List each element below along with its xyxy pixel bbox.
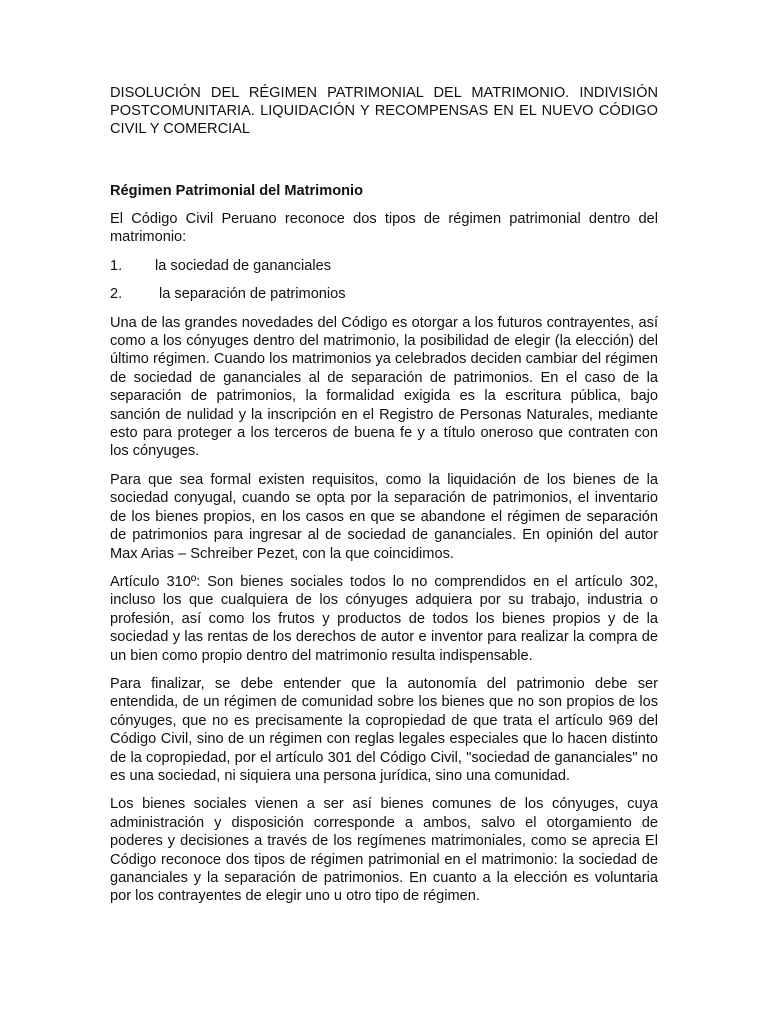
section-heading: Régimen Patrimonial del Matrimonio — [110, 182, 363, 199]
list-item-text: la sociedad de gananciales — [155, 257, 332, 274]
list-item-number: 2. — [110, 286, 123, 303]
list-item-number: 1. — [110, 257, 123, 274]
body-paragraph: Los bienes sociales vienen a ser así bienes comunes de los cónyuges, cuya administración y disposición corresponde a ambos, salvo el otorgamiento de poderes y decisiones a través de los regímenes matrimoniales, como se aprecia El Código reconoce dos tipos de régimen patrimonial en el matrimonio: la sociedad de gananciales y la separación de patrimonios. En cuanto a la elección es voluntaria por los contrayentes de elegir uno u otro tipo de régimen. — [110, 796, 658, 905]
document-title: DISOLUCIÓN DEL RÉGIMEN PATRIMONIAL DEL MATRIMONIO. INDIVISIÓN POSTCOMUNITARIA. LIQUIDACIÓN Y RECOMPENSAS EN EL NUEVO CÓDIGO CIVIL Y COMERCIAL — [110, 85, 658, 138]
regime-list — [110, 257, 658, 304]
list-item — [110, 285, 658, 303]
body-paragraph: Artículo 310º: Son bienes sociales todos lo no comprendidos en el artículo 302, incluso los que cualquiera de los cónyuges adquiera por su trabajo, industria o profesión, así como los frutos y productos de todos los bienes propios y de la sociedad y las rentas de los derechos de autor e inventor para realizar la compra de un bien como propio dentro del matrimonio resulta indispensable. — [110, 573, 658, 664]
body-paragraph: Una de las grandes novedades del Código es otorgar a los futuros contrayentes, así como a los cónyuges dentro del matrimonio, la posibilidad de elegir (la elección) del último régimen. Cuando los matrimonios ya celebrados deciden cambiar del régimen de sociedad de gananciales al de separación de patrimonios. En el caso de la separación de patrimonios, la formalidad exigida es la escritura pública, bajo sanción de nulidad y la inscripción en el Registro de Personas Naturales, mediante esto para proteger a los terceros de buena fe y a título oneroso que contraten con los cónyuges. — [110, 314, 658, 460]
list-item — [110, 257, 658, 275]
intro-paragraph: El Código Civil Peruano reconoce dos tipos de régimen patrimonial dentro del matrimonio: — [110, 211, 658, 246]
body-paragraph: Para que sea formal existen requisitos, como la liquidación de los bienes de la sociedad conyugal, cuando se opta por la separación de patrimonios, el inventario de los bienes propios, en los casos en que se abandone el régimen de separación de patrimonios para ingresar al de sociedad de gananciales. En opinión del autor Max Arias – Schreiber Pezet, con la que coincidimos. — [110, 471, 658, 562]
list-item-text: la separación de patrimonios — [159, 286, 346, 303]
document-page — [110, 84, 658, 906]
body-paragraph: Para finalizar, se debe entender que la autonomía del patrimonio debe ser entendida, de un régimen de comunidad sobre los bienes que no son propios de los cónyuges, que no es precisamente la copropiedad de que trata el artículo 969 del Código Civil, sino de un régimen con reglas legales especiales que lo hacen distinto de la copropiedad, por el artículo 301 del Código Civil, "sociedad de gananciales" no es una sociedad, ni siquiera una persona jurídica, sino una comunidad. — [110, 675, 658, 784]
